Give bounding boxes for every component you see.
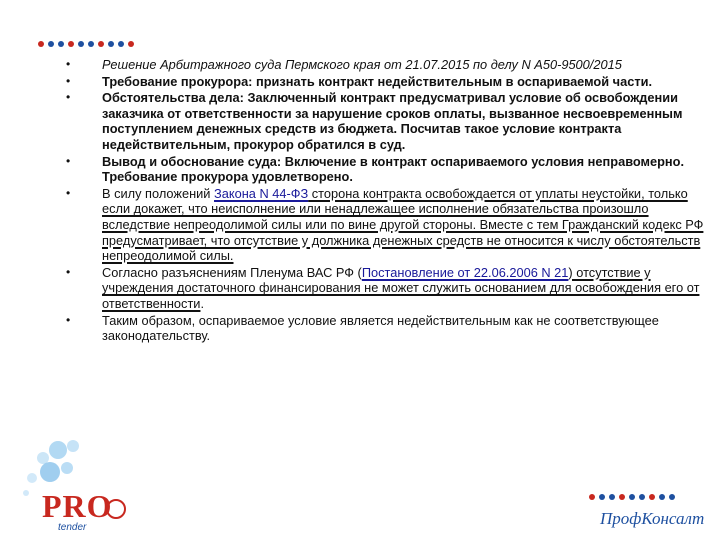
bullet-icon: •	[66, 312, 71, 327]
law-link[interactable]: Постановление от 22.06.2006 N 21	[361, 264, 569, 280]
bullet-icon: •	[66, 73, 71, 88]
plain-text: .	[200, 295, 205, 311]
list-item-text	[102, 57, 714, 73]
bullet-icon: •	[66, 57, 71, 71]
brand-name: ПрофКонсалт	[600, 509, 705, 528]
list-item	[66, 313, 714, 344]
law-link[interactable]: Закона N 44-ФЗ	[214, 185, 309, 201]
plain-text: В силу положений	[102, 185, 215, 201]
list-item	[66, 186, 714, 264]
bold-text: Обстоятельства дела: Заключенный контракт предусматривал условие об освобождении заказчика от ответственности за нарушение сроков оплаты, вызванное несвоевременным поступлением денежных средств из бюджета. Посчитав такое условие контракта недействительным, прокурор обратился в суд.	[102, 90, 683, 152]
case-reference: Решение Арбитражного суда Пермского края от 21.07.2015 по делу N А50-9500/2015	[102, 57, 622, 72]
bold-text: Вывод и обоснование суда: Включение в контракт оспариваемого условия неправомерно. Требование прокурора удовлетворено.	[102, 153, 685, 185]
bold-text: Требование прокурора: признать контракт недействительным в оспариваемой части.	[102, 73, 653, 89]
list-item	[66, 265, 714, 312]
plain-text: Таким образом, оспариваемое условие является недействительным как не соответствующее законодательству.	[102, 312, 659, 344]
bullet-icon: •	[66, 264, 71, 279]
slide-content	[66, 57, 714, 345]
plain-text: Согласно разъяснениям Пленума ВАС РФ (	[102, 264, 362, 280]
list-item	[66, 57, 714, 73]
list-item	[66, 90, 714, 152]
decorative-dots-top	[38, 41, 134, 47]
list-item-text	[102, 313, 714, 344]
bullet-icon: •	[66, 153, 71, 168]
list-item-text	[102, 74, 714, 90]
logo-pro-text: PRO	[42, 488, 113, 524]
list-item-text	[102, 265, 714, 312]
list-item	[66, 154, 714, 185]
decorative-dots-bottom	[589, 494, 675, 500]
list-item-text	[102, 186, 714, 264]
list-item-text	[102, 90, 714, 152]
bullet-icon: •	[66, 185, 71, 200]
underlined-text: ) отсутствие у учреждения достаточного финансирования не может служить основанием для освобождения его от ответственности	[102, 264, 700, 311]
logo-tender-text: tender	[58, 522, 87, 533]
list-item	[66, 74, 714, 90]
list-item-text	[102, 154, 714, 185]
underlined-text: сторона контракта освобождается от уплаты неустойки, только если докажет, что неисполнение или ненадлежащее исполнение обязательства произошло вследствие непреодолимой силы или по вине другой стороны. Вместе с тем Гражданский кодекс РФ предусматривает, что отсутствие у должника денежных средств не относится к числу обстоятельств непреодолимой силы.	[102, 185, 704, 264]
bullet-icon: •	[66, 90, 71, 105]
